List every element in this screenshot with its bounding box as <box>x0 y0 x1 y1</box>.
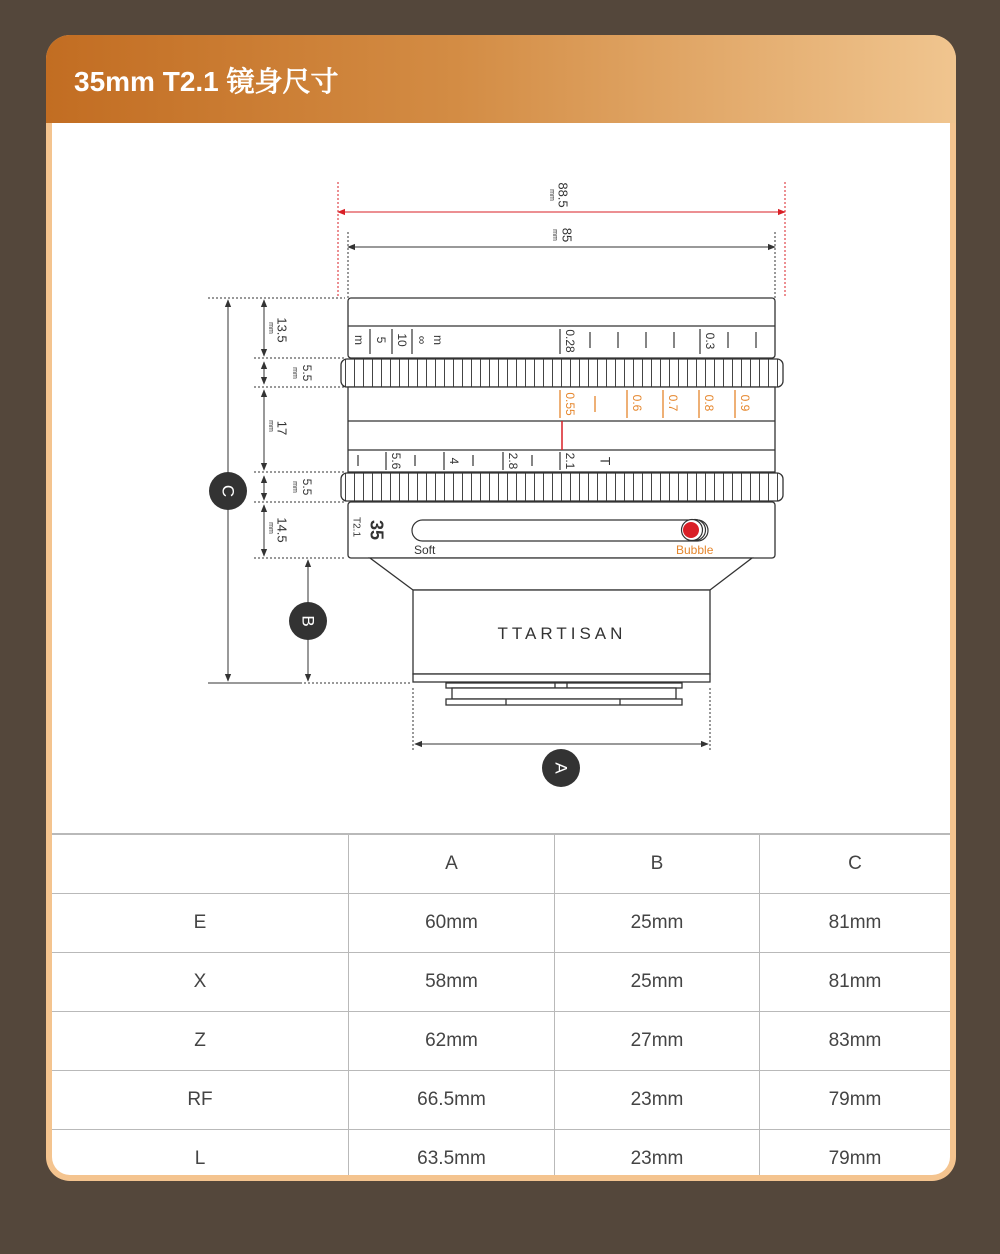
badge-focal: 35 <box>366 519 387 541</box>
table-row <box>52 953 950 1012</box>
section-unit-1: mm <box>267 322 275 334</box>
outer-width-unit: mm <box>548 189 556 201</box>
svg-text:2.1: 2.1 <box>562 452 577 470</box>
table-cell: X <box>52 953 349 1012</box>
section-unit-2: mm <box>291 367 299 379</box>
table-header: B <box>555 834 760 894</box>
page-title: 35mm T2.1 镜身尺寸 <box>74 66 339 97</box>
section-label-2: 5.5 <box>299 364 314 382</box>
brand-name: TTARTISAN <box>497 624 627 643</box>
switch-knob <box>683 522 699 538</box>
switch-bubble-label: Bubble <box>676 543 714 557</box>
section-unit-4: mm <box>291 481 299 493</box>
width-dimensions <box>338 182 785 298</box>
svg-text:C: C <box>218 484 238 498</box>
table-row <box>52 894 950 953</box>
card-header <box>46 35 956 123</box>
section-label-1: 13.5 <box>274 317 290 343</box>
svg-text:0.28: 0.28 <box>562 329 577 353</box>
table-cell: 23mm <box>555 1130 760 1176</box>
svg-text:5: 5 <box>373 336 388 344</box>
aperture-ring-knurl <box>341 473 783 501</box>
table-cell: 79mm <box>760 1130 951 1176</box>
table-cell: 25mm <box>555 894 760 953</box>
section-unit-3: mm <box>267 420 275 432</box>
svg-text:0.7: 0.7 <box>665 394 680 412</box>
a-marker <box>542 749 580 787</box>
svg-text:A: A <box>551 762 571 774</box>
b-marker <box>289 602 327 640</box>
table-cell: RF <box>52 1071 349 1130</box>
section-unit-5: mm <box>267 522 275 534</box>
table-cell: E <box>52 894 349 953</box>
table-cell: 58mm <box>349 953 555 1012</box>
mount-flange-3 <box>446 699 682 705</box>
lens-diagram <box>52 123 950 830</box>
c-marker <box>209 472 247 510</box>
table-cell: 62mm <box>349 1012 555 1071</box>
table-cell: 79mm <box>760 1071 951 1130</box>
badge-aperture: T2.1 <box>350 516 362 538</box>
table-cell: Z <box>52 1012 349 1071</box>
table-cell: 63.5mm <box>349 1130 555 1176</box>
section-labels <box>267 317 314 542</box>
table-row <box>52 1130 950 1176</box>
svg-text:B: B <box>298 615 318 627</box>
table-header: C <box>760 834 951 894</box>
svg-text:m: m <box>351 335 366 345</box>
mount-flange-2 <box>452 688 676 699</box>
section-label-4: 5.5 <box>299 478 314 496</box>
table-row <box>52 1071 950 1130</box>
table-cell: 81mm <box>760 953 951 1012</box>
table-row <box>52 1012 950 1071</box>
svg-text:0.55: 0.55 <box>562 392 577 416</box>
section-label-3: 17 <box>274 420 290 436</box>
svg-text:4: 4 <box>446 457 461 465</box>
table-header-row <box>52 834 950 894</box>
table-cell: 23mm <box>555 1071 760 1130</box>
outer-width-label: 88.5 <box>555 182 571 208</box>
lens-body <box>341 298 783 705</box>
card-content <box>52 123 950 1175</box>
table-cell: 25mm <box>555 953 760 1012</box>
svg-text:T: T <box>597 456 614 466</box>
table-cell: 66.5mm <box>349 1071 555 1130</box>
table-cell: 60mm <box>349 894 555 953</box>
table-cell: L <box>52 1130 349 1176</box>
switch-soft-label: Soft <box>414 543 436 557</box>
inner-width-unit: mm <box>551 229 559 241</box>
dimension-card <box>46 35 956 1181</box>
svg-text:0.3: 0.3 <box>702 332 717 350</box>
table-cell: 81mm <box>760 894 951 953</box>
svg-text:0.6: 0.6 <box>629 394 644 412</box>
table-cell: 83mm <box>760 1012 951 1071</box>
table-header <box>52 834 349 894</box>
svg-text:0.9: 0.9 <box>737 394 752 412</box>
table-header: A <box>349 834 555 894</box>
svg-text:10: 10 <box>394 333 409 347</box>
taper <box>370 558 752 590</box>
focus-ring-knurl <box>341 359 783 387</box>
svg-text:m: m <box>430 335 445 345</box>
inner-width-label: 85 <box>559 227 575 243</box>
table-cell: 27mm <box>555 1012 760 1071</box>
svg-text:5.6: 5.6 <box>388 452 403 470</box>
lens-badge <box>350 517 386 540</box>
svg-text:2.8: 2.8 <box>505 452 520 470</box>
dimensions-table <box>52 833 950 1175</box>
svg-text:∞: ∞ <box>414 335 429 345</box>
svg-text:0.8: 0.8 <box>701 394 716 412</box>
section-label-5: 14.5 <box>274 517 290 543</box>
